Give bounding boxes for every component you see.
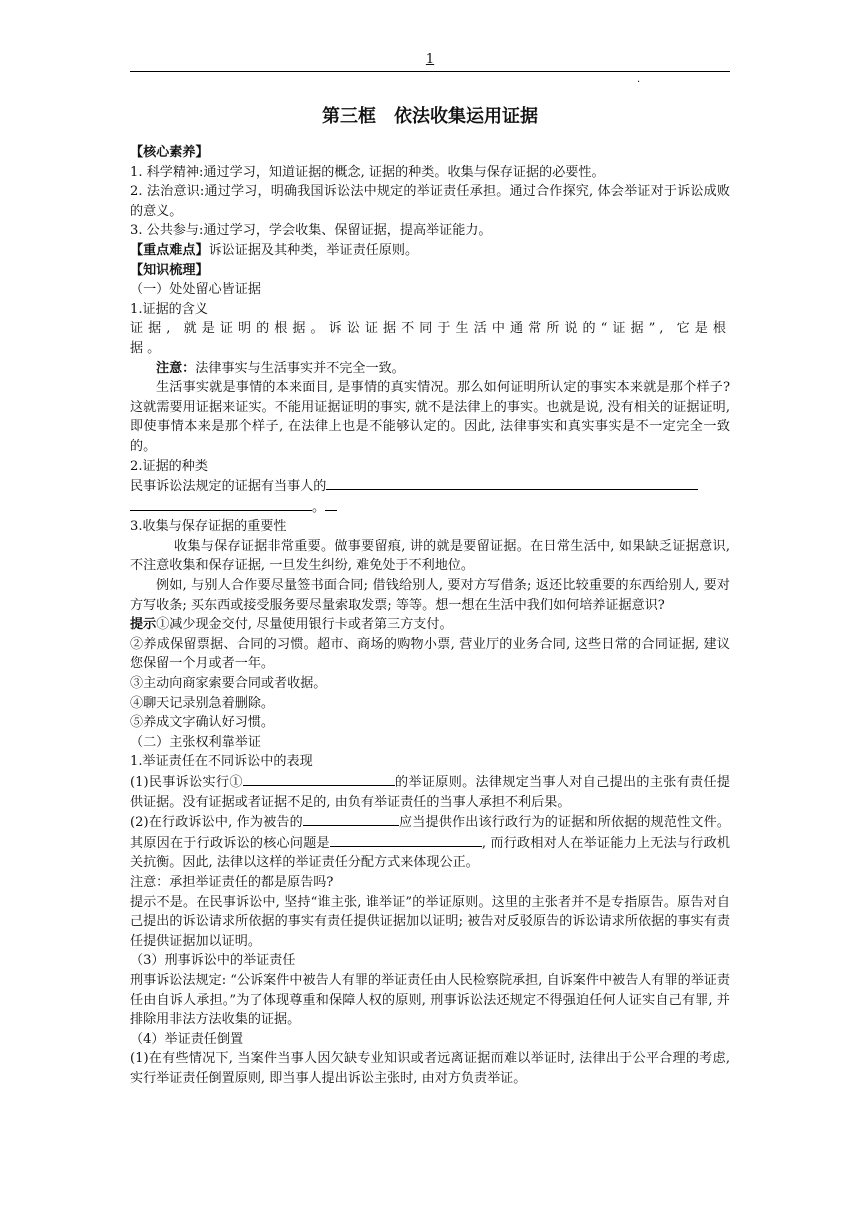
fill-blank-core-issue[interactable] [330,833,482,847]
note-1 [130,359,730,379]
core-item-2: 2. 法治意识:通过学习，明确我国诉讼法中规定的举证责任承担。通过合作探究, 体会举证对于诉讼成败的意义。 [130,184,730,219]
fill-blank-types-cont[interactable] [130,497,312,511]
civil-text-a: (1)民事诉讼实行① [130,775,243,790]
header-dot: · [637,77,641,88]
fill-blank-civil[interactable] [243,772,395,786]
evidence-types-line [130,476,730,497]
tip-label: 提示 [130,617,157,633]
section-2-sub-4: （4）举证责任倒置 [130,1031,244,1047]
note-2-answer: 提示不是。在民事诉讼中, 坚持“谁主张, 谁举证”的举证原则。这里的主张者并不是专指原告。原告对自己提出的诉讼请求所依据的事实有责任提供证据加以证明; 被告对反驳原告的诉讼请求所依据的事实有责任提供证据加以证明。 [130,894,730,949]
section-1-title: （一）处处留心皆证据 [130,282,261,298]
admin-paragraph [130,812,730,873]
collect-paragraph: 收集与保存证据非常重要。做事要留痕, 讲的就是要留证据。在日常生活中, 如果缺乏证据意识, 不注意收集和保存证据, 一旦发生纠纷, 难免处于不利地位。 [130,538,730,574]
admin-text-b: 应当提供作出该行政行为的证据和所依据的规范性文件。其原因在于行政诉讼的核心问题是 [130,815,731,851]
example-paragraph: 例如, 与别人合作要尽量签书面合同; 借钱给别人, 要对方写借条; 返还比较重要的东西给别人, 要对方写收条; 买东西或接受服务要尽量索取发票; 等等。想一想在生活中我们如何培养证据意识? [130,578,730,613]
tip-1 [130,615,730,635]
evidence-types-line-2 [130,497,730,518]
fill-blank-tail [325,497,337,511]
section-1-sub-3: 3.收集与保存证据的重要性 [130,519,287,535]
admin-text-a: (2)在行政诉讼中, 作为被告的 [130,815,303,831]
header-rule [130,71,730,72]
core-item-3: 3. 公共参与:通过学习，学会收集、保留证据，提高举证能力。 [130,223,492,239]
key-points [130,241,730,261]
tip-5: ⑤养成文字确认好习惯。 [130,715,275,731]
document-title: 第三框 依法收集运用证据 [322,106,538,127]
admin-text-c: , 而行政相对人在举证能力上无法与行政机关抗衡。因此, 法律以这样的举证责任分配方式来体现公正。 [130,835,731,871]
fill-blank-defendant[interactable] [303,812,399,826]
civil-text-b: 的举证原则。法律规定当事人对自己提出的主张有责任提供证据。没有证据或者证据不足的, 由负有举证责任的当事人承担不利后果。 [130,775,730,810]
note-2: 注意：承担举证责任的都是原告吗? [130,874,334,890]
reversal-paragraph: (1)在有些情况下, 当案件当事人因欠缺专业知识或者远离证据而难以举证时, 法律出于公平合理的考虑, 实行举证责任倒置原则, 即当事人提出诉讼主张时, 由对方负责举证。 [130,1051,730,1086]
tip-4: ④聊天记录别急着删除。 [130,695,275,711]
section-1-sub-2: 2.证据的种类 [130,458,208,474]
page-number: 1 [425,52,435,67]
tip-3: ③主动向商家索要合同或者收据。 [130,676,327,692]
core-heading: 【核心素养】 [130,145,209,160]
life-fact-paragraph: 生活事实就是事情的本来面目, 是事情的真实情况。那么如何证明所认定的事实本来就是那个样子?这就需要用证据来证实。不能用证据证明的事实, 就不是法律上的事实。也就是说, 没有相关的证据证明, 即使事情本来是那个样子, 在法律上也是不能够认定的。因此, 法律事实和真实事实是不一定完全一致的。 [130,380,730,454]
section-2-sub-1: 1.举证责任在不同诉讼中的表现 [130,754,313,770]
fill-blank-types[interactable] [326,476,698,490]
civil-paragraph [130,772,730,812]
key-text: 诉讼证据及其种类，举证责任原则。 [208,242,419,258]
core-item-1: 1. 科学精神:通过学习，知道证据的概念, 证据的种类。收集与保存证据的必要性。 [130,164,605,180]
section-2-title: （二）主张权利靠举证 [130,734,261,750]
knowledge-heading: 【知识梳理】 [130,262,209,278]
section-1-sub-1: 1.证据的含义 [130,301,208,317]
evidence-types-text: 民事诉讼法规定的证据有当事人的 [130,479,327,495]
tip-1-text: ①减少现金交付, 尽量使用银行卡或者第三方支付。 [156,617,453,633]
note-1-text: 法律事实与生活事实并不完全一致。 [195,360,405,376]
evidence-types-end: 。 [312,499,326,515]
note-1-label: 注意： [156,360,196,376]
key-heading: 【重点难点】 [130,242,209,258]
criminal-paragraph: 刑事诉讼法规定: “公诉案件中被告人有罪的举证责任由人民检察院承担, 自诉案件中被告人有罪的举证责任由自诉人承担。”为了体现尊重和保障人权的原则, 刑事诉讼法还规定不得强迫任何人证实自己有罪, 并排除用非法方法收集的证据。 [130,972,730,1028]
tip-2: ②养成保留票据、合同的习惯。超市、商场的购物小票, 营业厅的业务合同, 这些日常的合同证据, 建议您保留一个月或者一年。 [130,636,730,672]
document-body [130,143,730,1089]
section-2-sub-3: （3）刑事诉讼中的举证责任 [130,953,296,969]
evidence-definition: 证据, 就是证明的根据。诉讼证据不同于生活中通常所说的“证据”, 它是根据。 [130,321,730,356]
